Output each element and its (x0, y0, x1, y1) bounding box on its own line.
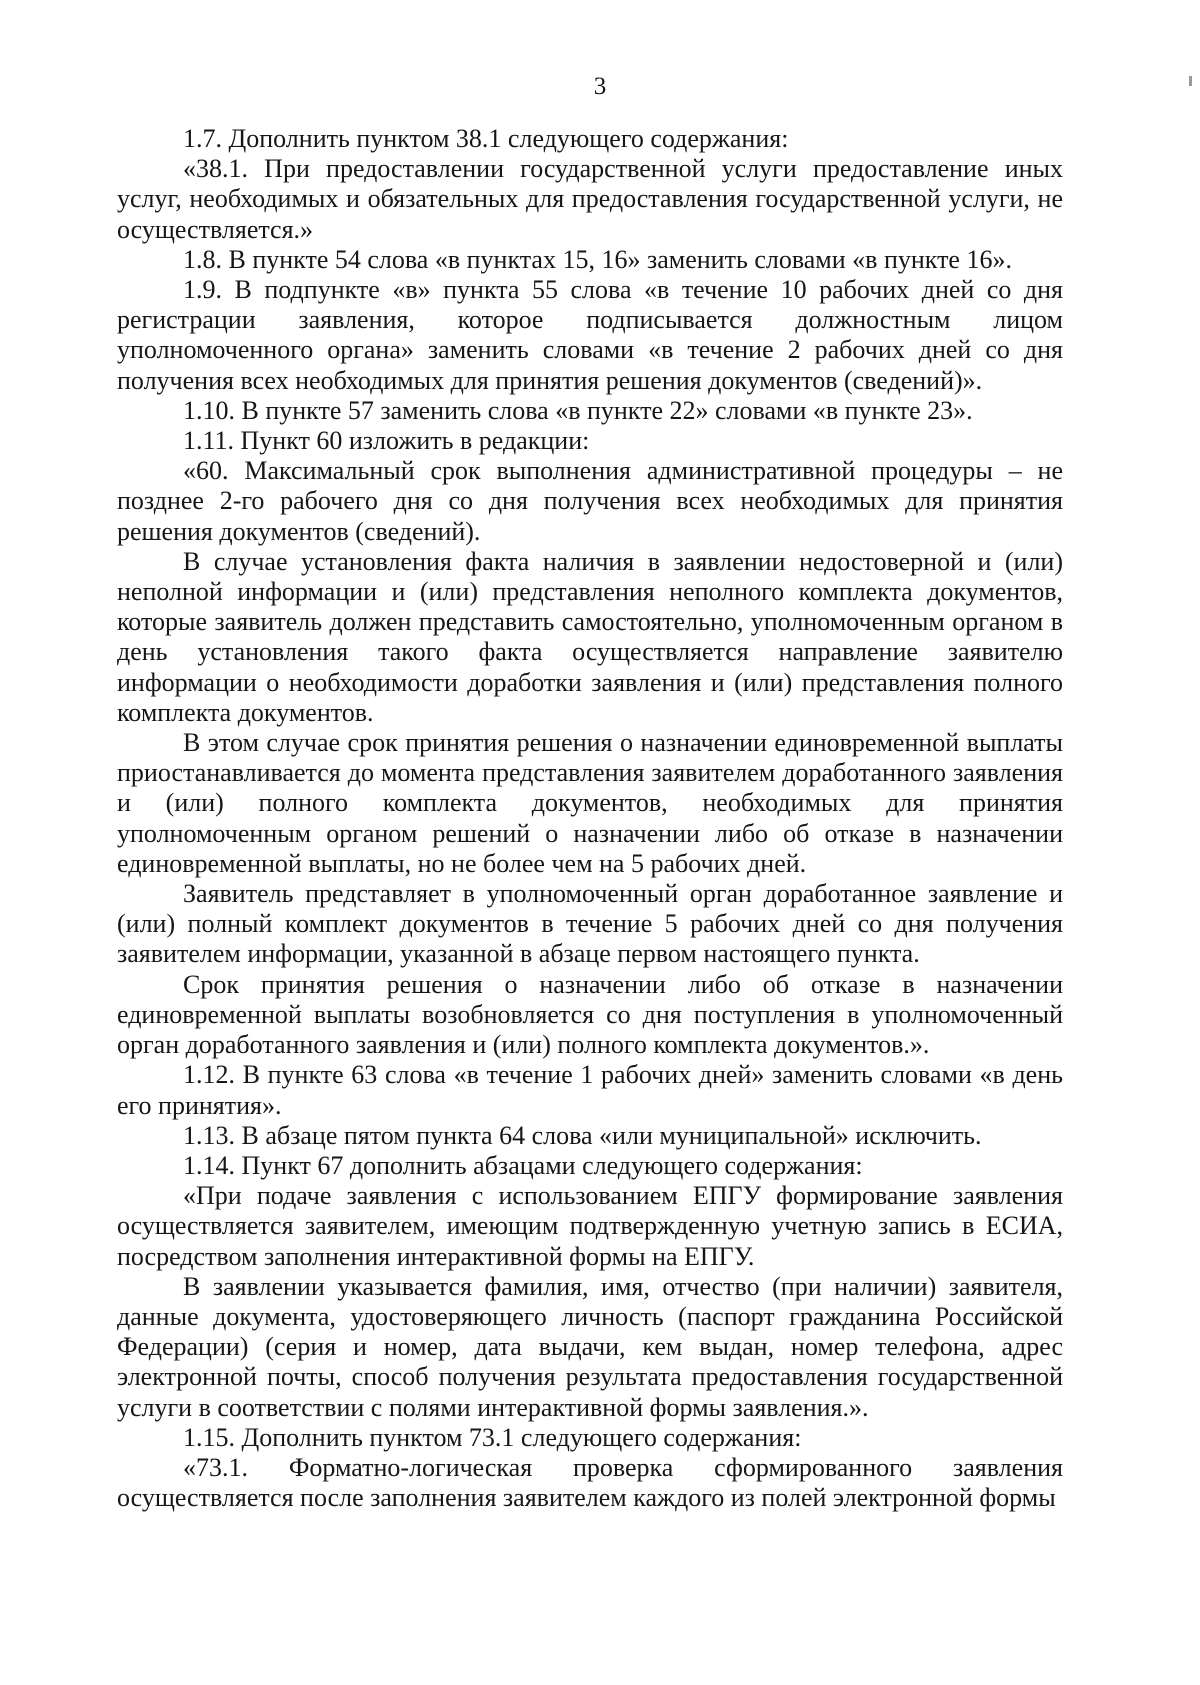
paragraph-60-text: «60. Максимальный срок выполнения административной процедуры – не позднее 2-го рабочего дня со дня получения всех необходимых для принятия решения документов (сведений). (117, 456, 1063, 546)
page-number: 3 (593, 73, 607, 100)
paragraph-67-epgu: «При подаче заявления с использованием ЕПГУ формирование заявления осуществляется заявителем, имеющим подтвержденную учетную запись в ЕСИА, посредством заполнения интерактивной формы на ЕПГУ. (117, 1181, 1063, 1271)
paragraph-1-9: 1.9. В подпункте «в» пункта 55 слова «в течение 10 рабочих дней со дня регистрации заявления, которое подписывается должностным лицом уполномоченного органа» заменить словами «в течение 2 рабочих дней со дня получения всех необходимых для принятия решения документов (сведений)». (117, 275, 1063, 395)
paragraph-1-12: 1.12. В пункте 63 слова «в течение 1 рабочих дней» заменить словами «в день его принятия». (117, 1060, 1063, 1120)
paragraph-1-7: 1.7. Дополнить пунктом 38.1 следующего содержания: (183, 124, 789, 153)
document-body (117, 124, 1063, 1513)
paragraph-60-resumption: Срок принятия решения о назначении либо об отказе в назначении единовременной выплаты возобновляется со дня поступления в уполномоченный орган доработанного заявления и (или) полного комплекта документов.». (117, 969, 1063, 1060)
paragraph-60-suspension: В этом случае срок принятия решения о назначении единовременной выплаты приостанавливается до момента представления заявителем доработанного заявления и (или) полного комплекта документов, необходимых для принятия уполномоченным органом решений о назначении либо об отказе в назначении единовременной выплаты, но не более чем на 5 рабочих дней. (117, 728, 1063, 878)
paragraph-1-15: 1.15. Дополнить пунктом 73.1 следующего содержания: (183, 1422, 802, 1452)
paragraph-38-1-text: «38.1. При предоставлении государственной услуги предоставление иных услуг, необходимых и обязательных для предоставления государственной услуги, не осуществляется.» (117, 154, 1063, 244)
paragraph-1-8: 1.8. В пункте 54 слова «в пунктах 15, 16» заменить словами «в пункте 16». (183, 244, 1012, 274)
paragraph-1-13: 1.13. В абзаце пятом пункта 64 слова «или муниципальной» исключить. (183, 1120, 982, 1150)
paragraph-60-resubmission: Заявитель представляет в уполномоченный орган доработанное заявление и (или) полный комплект документов в течение 5 рабочих дней со дня получения заявителем информации, указанной в абзаце первом настоящего пункта. (117, 879, 1063, 969)
paragraph-67-contents: В заявлении указывается фамилия, имя, отчество (при наличии) заявителя, данные документа, удостоверяющего личность (паспорт гражданина Российской Федерации) (серия и номер, дата выдачи, кем выдан, номер телефона, адрес электронной почты, способ получения результата предоставления государственной услуги в соответствии с полями интерактивной формы заявления.». (117, 1271, 1063, 1422)
paragraph-73-1-text: «73.1. Форматно-логическая проверка сформированного заявления осуществляется после заполнения заявителем каждого из полей электронной формы (117, 1452, 1063, 1513)
paragraph-1-10: 1.10. В пункте 57 заменить слова «в пункте 22» словами «в пункте 23». (183, 395, 973, 425)
paragraph-60-incomplete-info: В случае установления факта наличия в заявлении недостоверной и (или) неполной информации и (или) представления неполного комплекта документов, которые заявитель должен представить самостоятельно, уполномоченным органом в день установления такого факта осуществляется направление заявителю информации о необходимости доработки заявления и (или) представления полного комплекта документов. (117, 546, 1063, 727)
paragraph-1-11: 1.11. Пункт 60 изложить в редакции: (183, 426, 590, 456)
paragraph-1-14: 1.14. Пункт 67 дополнить абзацами следующего содержания: (183, 1150, 863, 1180)
